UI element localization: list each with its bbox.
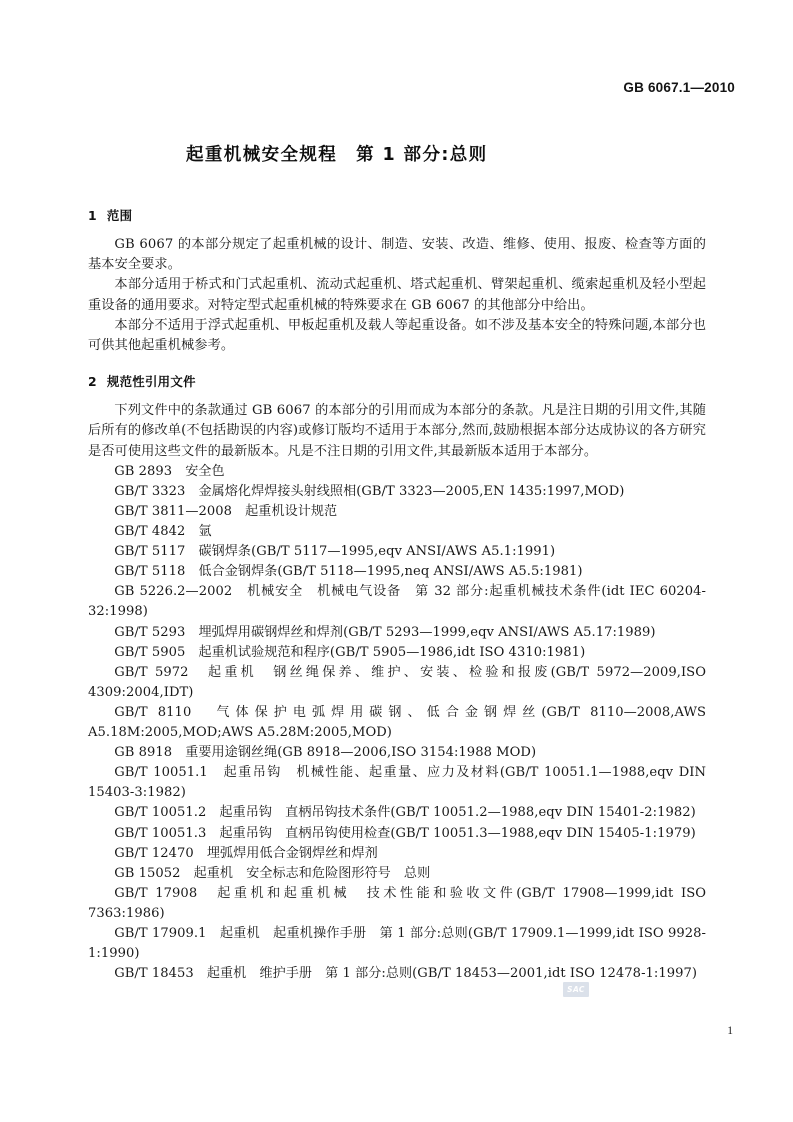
section-number-2: 2: [88, 374, 97, 390]
reference-item: GB 2893 安全色: [114, 463, 225, 479]
reference-item: GB/T 17909.1 起重机 起重机操作手册 第 1 部分:总则(GB/T 17909.1—1999,idt ISO 9928-1:1990): [88, 925, 706, 962]
reference-item: GB/T 5293 埋弧焊用碳钢焊丝和焊剂(GB/T 5293—1999,eqv ANSI/AWS A5.17:1989): [114, 624, 656, 640]
page-number: 1: [727, 1025, 733, 1037]
reference-item: GB/T 10051.2 起重吊钩 直柄吊钩技术条件(GB/T 10051.2—1988,eqv DIN 15401-2:1982): [114, 805, 696, 821]
reference-item: GB/T 8110 气体保护电弧焊用碳钢、低合金钢焊丝(GB/T 8110—2008,AWS A5.18M:2005,MOD;AWS A5.28M:2005,MOD): [88, 704, 706, 741]
reference-item: GB/T 12470 埋弧焊用低合金钢焊丝和焊剂: [114, 845, 378, 861]
reference-item: GB/T 17908 起重机和起重机械 技术性能和验收文件(GB/T 17908—1999,idt ISO 7363:1986): [88, 885, 706, 921]
reference-item: GB/T 5117 碳钢焊条(GB/T 5117—1995,eqv ANSI/AWS A5.1:1991): [114, 544, 556, 560]
section-2-paragraph-1: 下列文件中的条款通过 GB 6067 的本部分的引用而成为本部分的条款。凡是注日期的引用文件,其随后所有的修改单(不包括勘误的内容)或修订版均不适用于本部分,然而,鼓励根据本部分达成协议的各方研究是否可使用这些文件的最新版本。凡是不注日期的引用文件,其最新版本适用于本部分。: [88, 403, 706, 459]
reference-item: GB/T 3811—2008 起重机设计规范: [114, 504, 338, 520]
running-header-standard-code: GB 6067.1—2010: [623, 80, 735, 95]
section-heading-2: [88, 372, 706, 390]
body-column: [88, 206, 706, 984]
sac-watermark-label: SAC: [567, 985, 585, 994]
reference-item: GB/T 18453 起重机 维护手册 第 1 部分:总则(GB/T 18453—2001,idt ISO 12478-1:1997): [114, 966, 698, 982]
reference-item: GB/T 5118 低合金钢焊条(GB/T 5118—1995,neq ANSI/AWS A5.5:1981): [114, 564, 583, 580]
reference-item: GB/T 5905 起重机试验规范和程序(GB/T 5905—1986,idt ISO 4310:1981): [114, 644, 586, 660]
document-title: 起重机械安全规程 第 1 部分:总则: [186, 145, 488, 165]
section-title-1: 范围: [106, 208, 133, 223]
section-title-2: 规范性引用文件: [106, 374, 196, 390]
reference-item: GB 15052 起重机 安全标志和危险图形符号 总则: [114, 865, 431, 881]
section-number-1: 1: [88, 208, 97, 223]
section-heading-1: [88, 206, 706, 224]
section-1-paragraph-1: GB 6067 的本部分规定了起重机械的设计、制造、安装、改造、维修、使用、报废、检查等方面的基本安全要求。: [88, 237, 706, 273]
reference-item: GB/T 10051.1 起重吊钩 机械性能、起重量、应力及材料(GB/T 10051.1—1988,eqv DIN 15403-3:1982): [88, 765, 706, 801]
reference-item: GB/T 4842 氩: [114, 524, 212, 540]
section-1-paragraph-2: 本部分适用于桥式和门式起重机、流动式起重机、塔式起重机、臂架起重机、缆索起重机及轻小型起重设备的通用要求。对特定型式起重机械的特殊要求在 GB 6067 的其他部分中给出。: [88, 277, 706, 313]
reference-item: GB/T 10051.3 起重吊钩 直柄吊钩使用检查(GB/T 10051.3—1988,eqv DIN 15405-1:1979): [114, 825, 696, 841]
normative-reference-list: [88, 462, 706, 984]
reference-item: GB 8918 重要用途钢丝绳(GB 8918—2006,ISO 3154:1988 MOD): [114, 745, 537, 761]
section-1-paragraph-3: 本部分不适用于浮式起重机、甲板起重机及载人等起重设备。如不涉及基本安全的特殊问题,本部分也可供其他起重机械参考。: [88, 317, 706, 354]
reference-item: GB 5226.2—2002 机械安全 机械电气设备 第 32 部分:起重机械技术条件(idt IEC 60204-32:1998): [88, 584, 706, 620]
reference-item: GB/T 3323 金属熔化焊焊接头射线照相(GB/T 3323—2005,EN 1435:1997,MOD): [114, 483, 625, 499]
reference-item: GB/T 5972 起重机 钢丝绳保养、维护、安装、检验和报废(GB/T 5972—2009,ISO 4309:2004,IDT): [88, 664, 706, 700]
